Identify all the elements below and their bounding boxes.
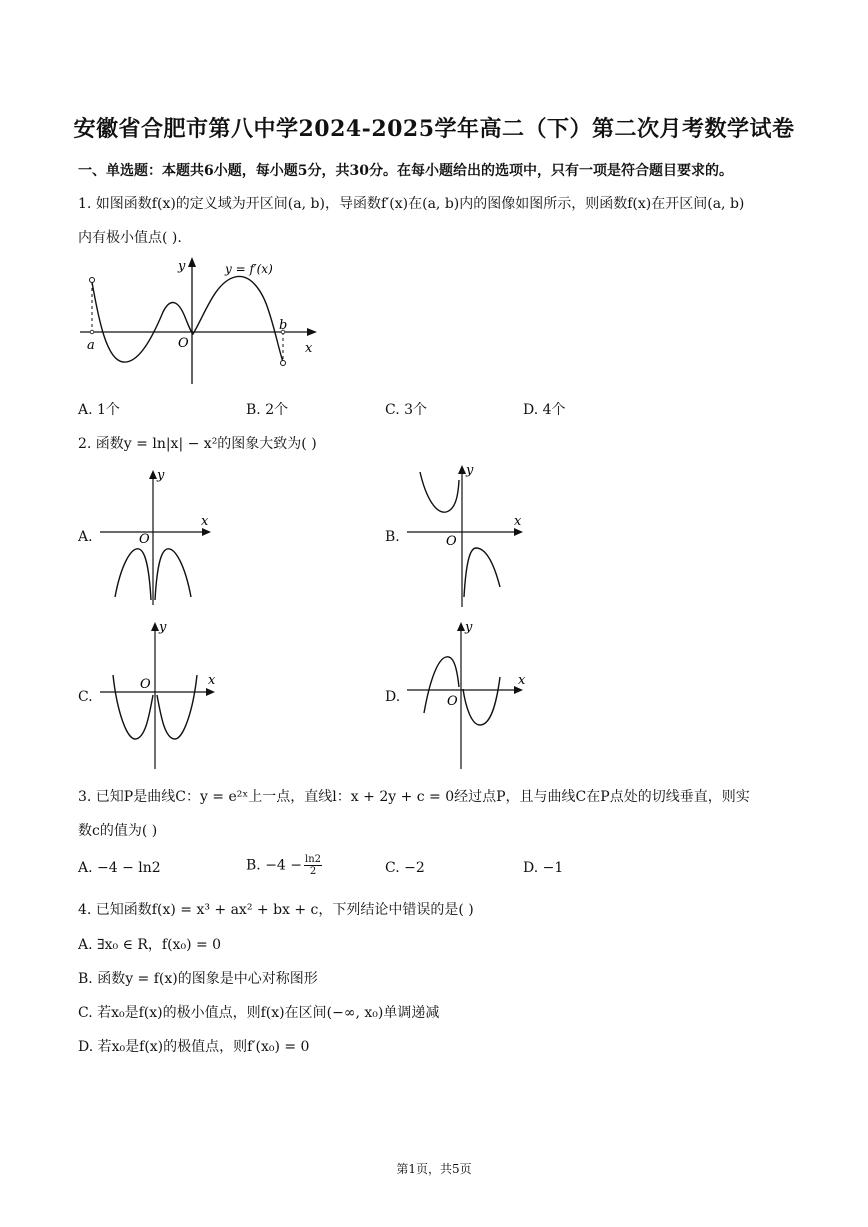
q2b-x-label: x <box>514 514 522 529</box>
q3-option-c[interactable]: C. −2 <box>385 860 425 876</box>
q1-option-b[interactable]: B. 2个 <box>246 402 289 418</box>
q1-stem-line1: 1. 如图函数f(x)的定义域为开区间(a, b)，导函数f′(x)在(a, b)内的图像如图所示，则函数f(x)在开区间(a, b) <box>78 196 745 212</box>
q1-option-d[interactable]: D. 4个 <box>523 402 566 418</box>
q1-option-c[interactable]: C. 3个 <box>385 402 428 418</box>
q2c-origin-label: O <box>140 677 151 692</box>
q2-graph-b[interactable] <box>402 462 532 610</box>
q4-option-b[interactable]: B. 函数y = f(x)的图象是中心对称图形 <box>78 971 318 987</box>
q1-option-a[interactable]: A. 1个 <box>78 402 120 418</box>
q3-frac-num: ln2 <box>305 854 322 865</box>
q3-option-b-fraction <box>304 854 322 877</box>
q1-b-label: b <box>279 318 288 333</box>
q1-stem-line2: 内有极小值点( ). <box>78 230 182 246</box>
q2-option-a-letter[interactable]: A. <box>78 529 93 545</box>
q3-frac-den: 2 <box>309 866 317 877</box>
q1-a-label: a <box>87 338 95 353</box>
q2-graph-d[interactable] <box>402 617 532 772</box>
q3-option-d[interactable]: D. −1 <box>523 860 564 876</box>
q3-option-b-text: B. −4 − <box>246 857 303 874</box>
q1-x-label: x <box>305 341 313 356</box>
q2-option-d-letter[interactable]: D. <box>385 689 401 705</box>
q1-derivative-graph <box>75 252 325 390</box>
q3-option-b[interactable] <box>246 854 322 877</box>
q2-option-c-letter[interactable]: C. <box>78 689 93 705</box>
q2d-origin-label: O <box>447 694 458 709</box>
q2a-y-label: y <box>157 468 165 483</box>
q2-stem: 2. 函数y = ln|x| − x²的图象大致为( ) <box>78 436 317 452</box>
q2c-x-label: x <box>208 673 216 688</box>
q2c-y-label: y <box>159 620 167 635</box>
q2-graph-a[interactable] <box>95 465 220 610</box>
q4-option-d[interactable]: D. 若x₀是f(x)的极值点，则f′(x₀) = 0 <box>78 1039 310 1055</box>
q4-stem: 4. 已知函数f(x) = x³ + ax² + bx + c，下列结论中错误的是( ) <box>78 902 474 918</box>
q2a-x-label: x <box>201 514 209 529</box>
q3-option-a[interactable]: A. −4 − ln2 <box>78 860 161 876</box>
exam-title: 安徽省合肥市第八中学2024-2025学年高二（下）第二次月考数学试卷 <box>73 116 795 142</box>
q1-curve-label: y = f′(x) <box>225 262 273 276</box>
page-footer: 第1页，共5页 <box>396 1162 472 1176</box>
q2a-origin-label: O <box>139 532 150 547</box>
q1-y-label: y <box>178 259 186 274</box>
q3-stem-line1: 3. 已知P是曲线C：y = e²ˣ上一点，直线l：x + 2y + c = 0经过点P，且与曲线C在P点处的切线垂直，则实 <box>78 789 750 805</box>
q1-origin-label: O <box>178 336 189 351</box>
q4-option-c[interactable]: C. 若x₀是f(x)的极小值点，则f(x)在区间(−∞, x₀)单调递减 <box>78 1005 440 1021</box>
q2-graph-c[interactable] <box>95 617 223 772</box>
q4-option-a[interactable]: A. ∃x₀ ∈ R，f(x₀) = 0 <box>78 937 222 953</box>
q2-option-b-letter[interactable]: B. <box>385 529 400 545</box>
q2d-x-label: x <box>518 673 526 688</box>
q2d-y-label: y <box>465 620 473 635</box>
q2b-y-label: y <box>466 463 474 478</box>
q3-stem-line2: 数c的值为( ) <box>78 823 158 839</box>
section-heading: 一、单选题：本题共6小题，每小题5分，共30分。在每小题给出的选项中，只有一项是符合题目要求的。 <box>78 163 733 179</box>
q2b-origin-label: O <box>446 534 457 549</box>
